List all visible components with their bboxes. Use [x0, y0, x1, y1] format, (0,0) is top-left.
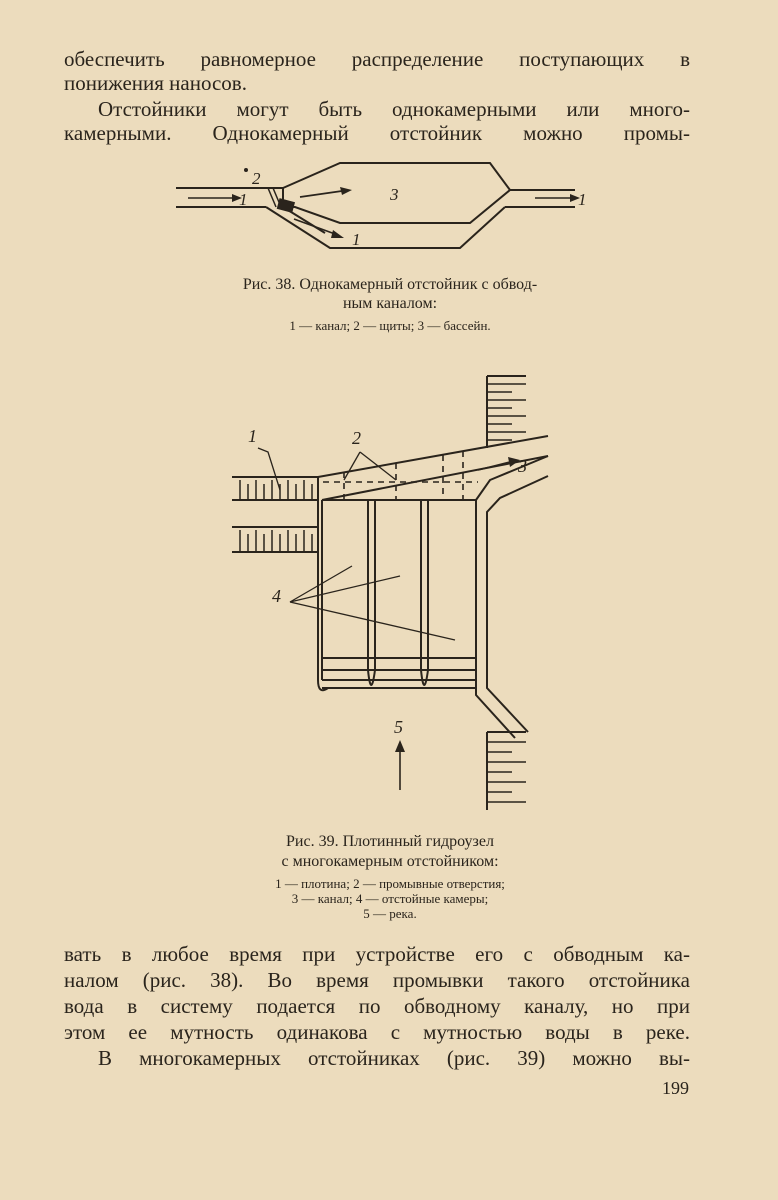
fig39-label-3: 3 — [518, 456, 527, 476]
page-number: 199 — [662, 1078, 689, 1098]
figure-39-caption: Рис. 39. Плотинный гидроузел — [286, 833, 494, 850]
text-line: обеспечить равномерное распределение поступающих в — [64, 47, 690, 71]
figure-39-legend: 1 — плотина; 2 — промывные отверстия; — [275, 876, 505, 891]
figure-38-legend: 1 — канал; 2 — щиты; 3 — бассейн. — [289, 318, 491, 333]
fig39-label-5: 5 — [394, 717, 403, 737]
fig38-label-2: 2 — [252, 169, 261, 188]
text-line: В многокамерных отстойниках (рис. 39) можно вы- — [98, 1046, 690, 1070]
figure-38-caption: Рис. 38. Однокамерный отстойник с обвод- — [242, 276, 538, 293]
text-line: вать в любое время при устройстве его с обводным ка- — [64, 942, 690, 966]
fig38-label-1-bypass: 1 — [352, 230, 361, 249]
text-line: камерными. Однокамерный отстойник можно промы- — [64, 121, 690, 145]
figure-38-diagram — [0, 150, 778, 260]
figure-38-caption: ным каналом: — [342, 295, 438, 312]
figure-39-caption: с многокамерным отстойником: — [281, 853, 499, 870]
text-line: этом ее мутность одинакова с мутностью воды в реке. — [64, 1020, 690, 1044]
fig39-label-1: 1 — [248, 426, 257, 446]
fig38-label-1-out: 1 — [578, 190, 587, 209]
text-line: Отстойники могут быть однокамерными или много- — [98, 97, 690, 121]
fig38-label-1: 1 — [239, 190, 248, 209]
text-line: вода в систему подается по обводному каналу, но при — [64, 994, 690, 1018]
fig38-label-3: 3 — [390, 185, 399, 204]
figure-39-legend: 5 — река. — [363, 906, 417, 921]
fig39-label-4: 4 — [272, 586, 281, 606]
figure-39-diagram — [0, 370, 778, 820]
fig39-label-2: 2 — [352, 428, 361, 448]
text-line: понижения наносов. — [64, 71, 247, 95]
figure-39-legend: 3 — канал; 4 — отстойные камеры; — [291, 891, 489, 906]
text-line: налом (рис. 38). Во время промывки такого отстойника — [64, 968, 690, 992]
